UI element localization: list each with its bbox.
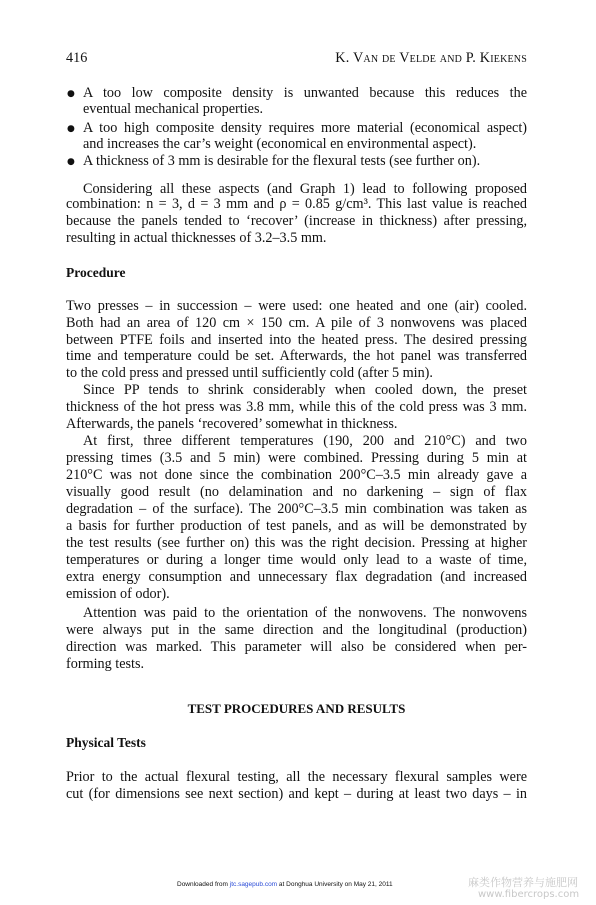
text-line: Both had an area of 120 cm × 150 cm. A pile of 3 nonwovens was placed [66, 315, 527, 331]
text-line: resulting in actual thicknesses of 3.2–3.5 mm. [66, 230, 327, 246]
bullet-icon: ● [67, 157, 75, 167]
footer-suffix: at Donghua University on May 21, 2011 [278, 881, 393, 888]
section-heading: TEST PROCEDURES AND RESULTS [187, 701, 406, 716]
text-line: Afterwards, the panels ‘recovered’ somewhat in thickness. [66, 416, 398, 432]
text-line: a basis for further production of test panels, and as will be demonstrated by [66, 518, 527, 534]
text-line: time and temperature could be set. Afterwards, the hot panel was transferred [66, 348, 527, 364]
running-title: K. Van de Velde and P. Kiekens [335, 50, 527, 66]
text-line: forming tests. [66, 656, 145, 672]
heading-procedure: Procedure [66, 265, 126, 280]
text-line: the test results (see further on) this was the right decision. Pressing at higher [66, 535, 527, 551]
bullet-3-line-1: A thickness of 3 mm is desirable for the flexural tests (see further on). [83, 153, 481, 169]
text-line: emission of odor). [66, 586, 170, 602]
bullet-icon: ● [67, 89, 75, 99]
text-line: cut (for dimensions see next section) and kept – during at least two days – in [66, 786, 527, 802]
download-footer [177, 881, 393, 888]
text-line: pressing times (3.5 and 5 min) were combined. Pressing during 5 min at [66, 450, 527, 466]
text-line: Attention was paid to the orientation of the nonwovens. The nonwovens [83, 605, 527, 621]
text-line: temperatures or during a longer time would only lead to a waste of time, [66, 552, 527, 568]
text-line: At first, three different temperatures (190, 200 and 210°C) and two [83, 433, 527, 449]
footer-prefix: Downloaded from [177, 881, 228, 888]
bullet-1-line-2: eventual mechanical properties. [83, 101, 264, 117]
text-line: 210°C was not done since the combination 200°C–3.5 min already gave a [66, 467, 527, 483]
bullet-icon: ● [67, 124, 75, 134]
bullet-1-line-1: A too low composite density is unwanted because this reduces the [83, 85, 527, 101]
text-line: extra energy consumption and unnecessary flax degradation (and increased [66, 569, 527, 585]
text-line: direction was marked. This parameter will also be considered when per- [66, 639, 527, 655]
text-line: degradation – of the surface). The 200°C–3.5 min combination was taken as [66, 501, 527, 517]
watermark-url: www.fibercrops.com [478, 889, 580, 900]
heading-physical-tests: Physical Tests [66, 735, 146, 750]
text-line: to the cold press and pressed until sufficiently cold (after 5 min). [66, 365, 433, 381]
watermark-cn: 麻类作物营养与施肥网 [468, 876, 578, 889]
page-number: 416 [66, 50, 88, 66]
bullet-2-line-1: A too high composite density requires more material (economical aspect) [83, 120, 527, 136]
text-line: Considering all these aspects (and Graph 1) lead to following proposed [83, 181, 527, 197]
bullet-2-line-2: and increases the car’s weight (economical en environmental aspect). [83, 136, 477, 152]
text-line: visually good result (no delamination and no darkening – sign of flax [66, 484, 527, 500]
text-line: combination: n = 3, d = 3 mm and ρ = 0.85 g/cm³. This last value is reached [66, 196, 527, 212]
text-line: Two presses – in succession – were used: one heated and one (air) cooled. [66, 298, 527, 314]
text-line: Prior to the actual flexural testing, all the necessary flexural samples were [66, 769, 527, 785]
text-line: because the panels tended to ‘recover’ (increase in thickness) after pressing, [66, 213, 527, 229]
text-line: were always put in the same direction and the longitudinal (production) [66, 622, 527, 638]
footer-link[interactable]: jtc.sagepub.com [229, 881, 278, 888]
text-line: between PTFE foils and inserted into the heated press. The desired pressing [66, 332, 527, 348]
text-line: Since PP tends to shrink considerably when cooled down, the preset [83, 382, 527, 398]
text-line: thickness of the hot press was 3.8 mm, while this of the cold press was 3 mm. [66, 399, 527, 415]
